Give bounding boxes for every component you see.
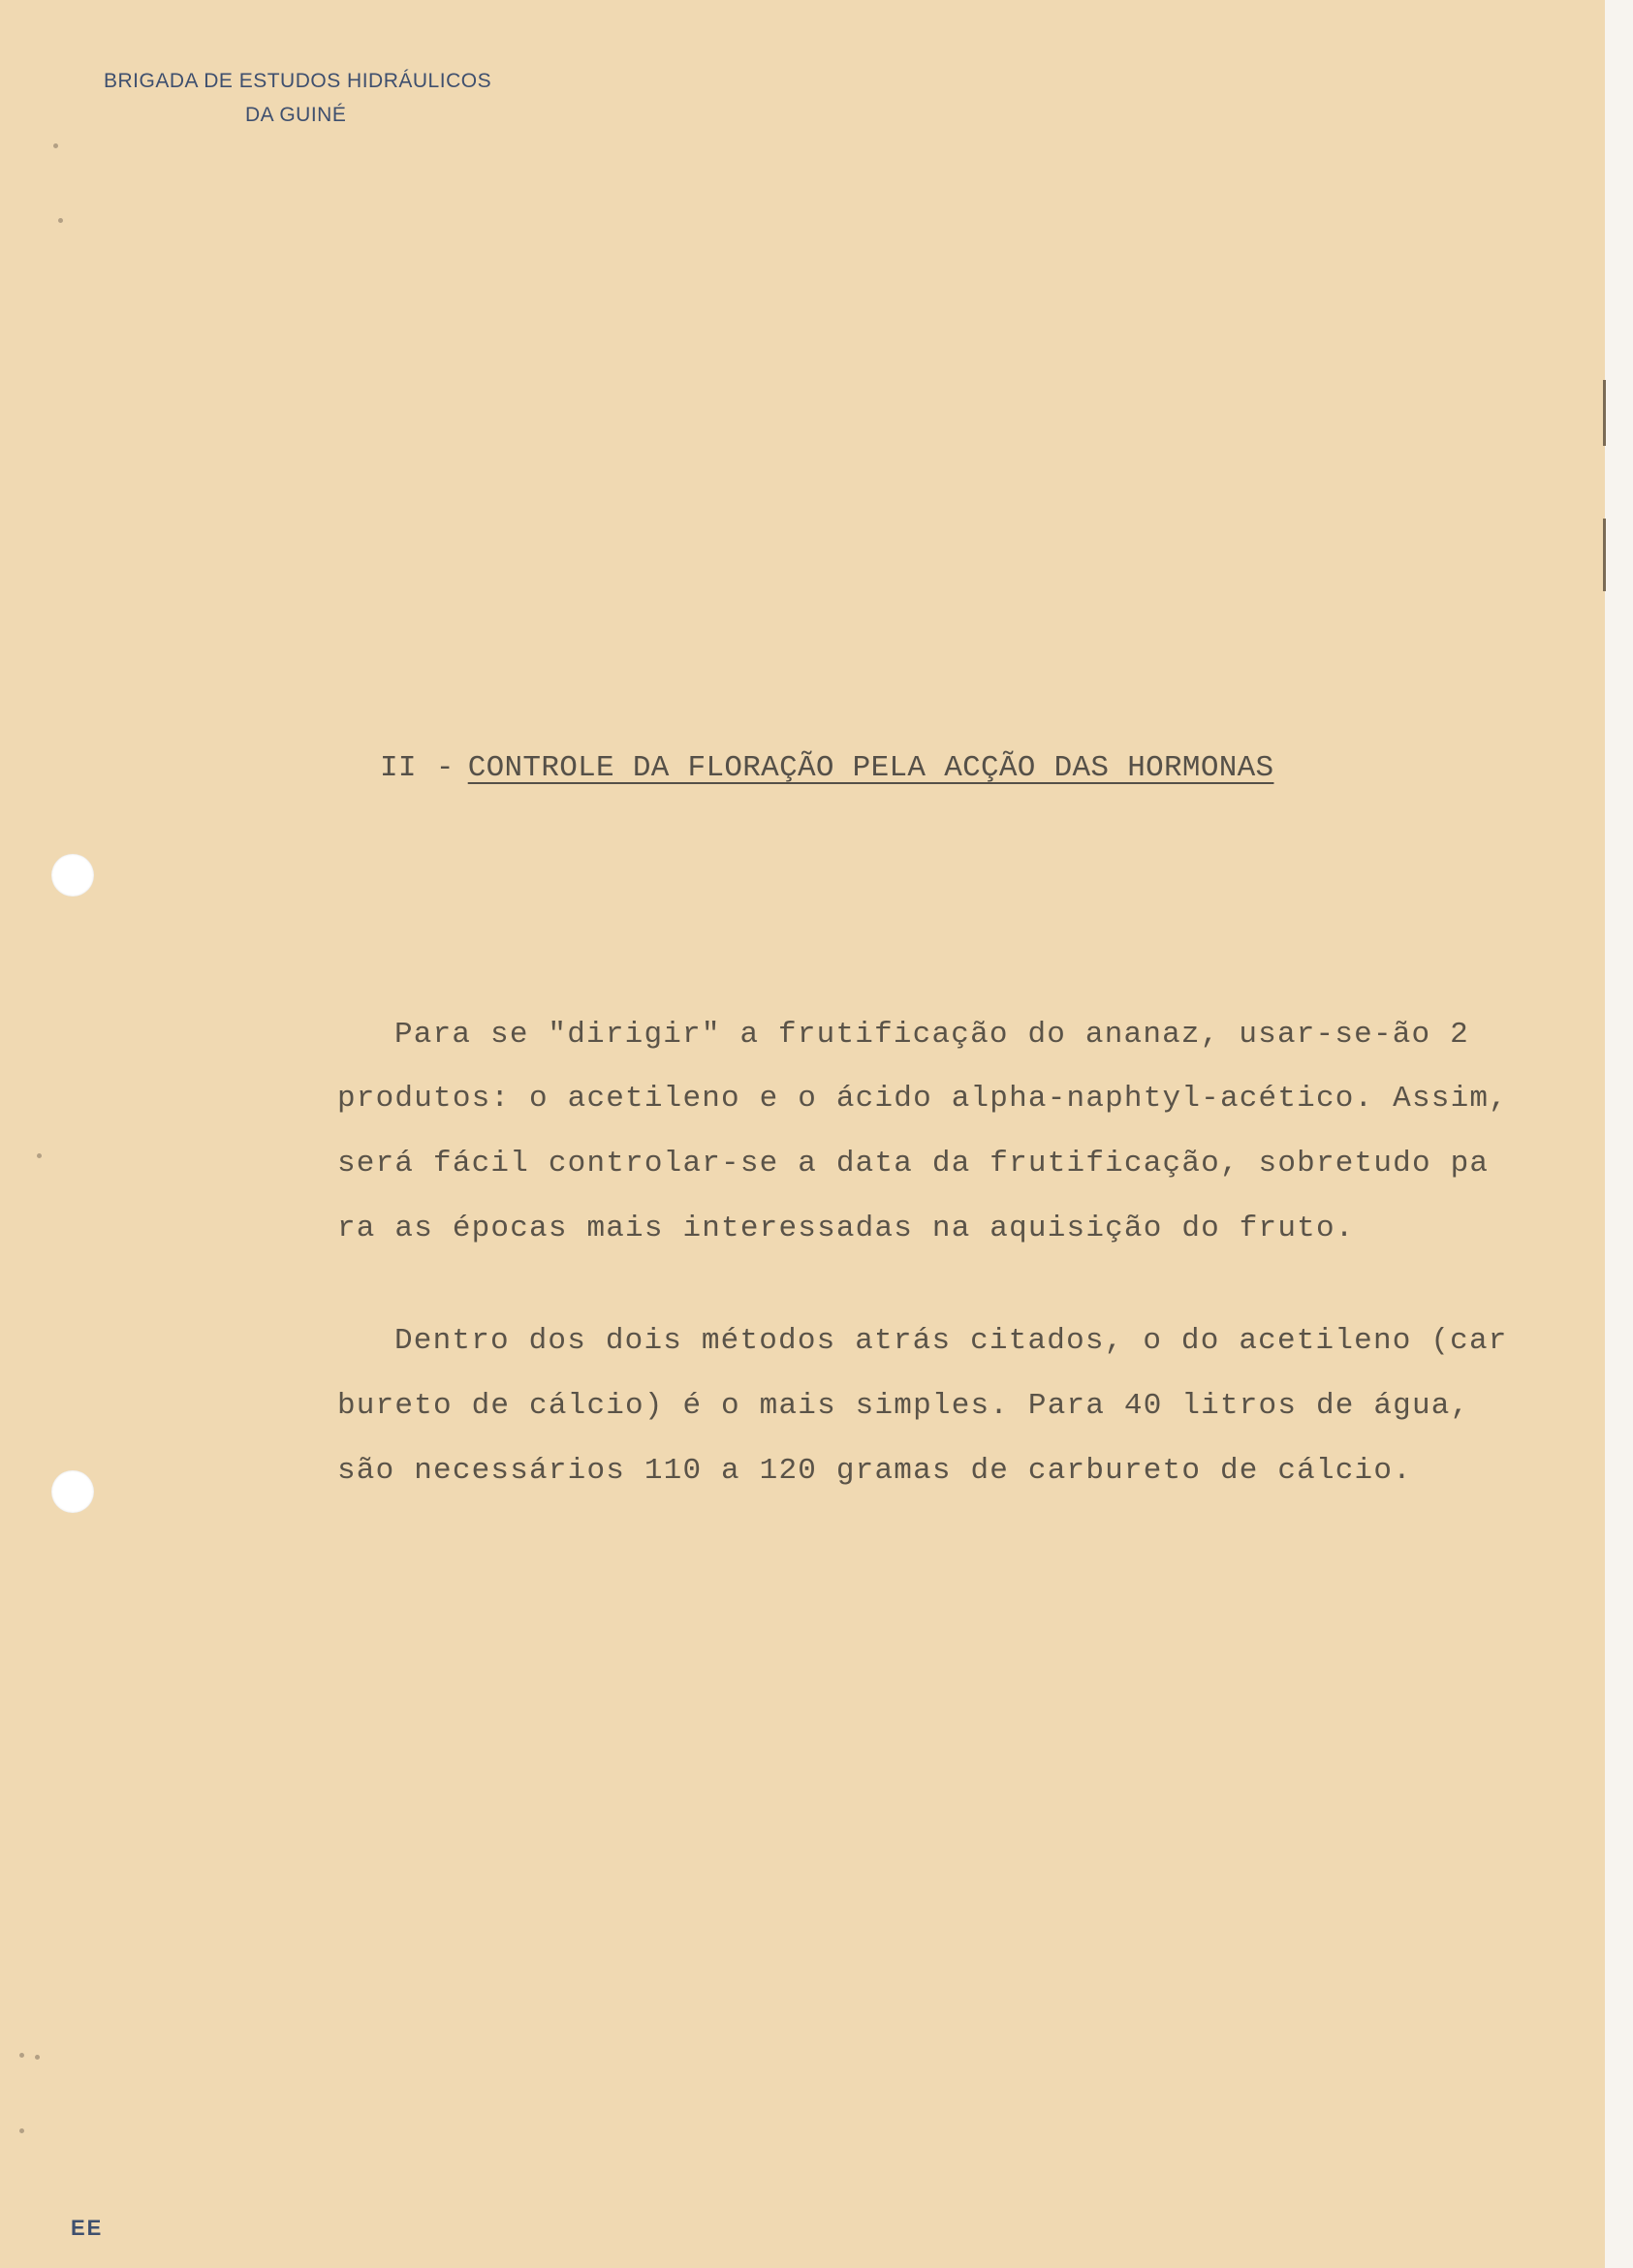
- paper-speck: [19, 2053, 24, 2058]
- paragraph-1-line-4: ra as épocas mais interessadas na aquisição do fruto.: [337, 1212, 1355, 1245]
- paragraph-2-line-1: Dentro dos dois métodos atrás citados, o do acetileno (car: [394, 1324, 1508, 1358]
- paper-speck: [37, 1153, 42, 1158]
- punch-hole-bottom: [51, 1470, 94, 1513]
- page-edge: [1605, 0, 1633, 2268]
- section-separator: -: [435, 751, 455, 785]
- letterhead-line-2: DA GUINÉ: [245, 104, 347, 126]
- paragraph-1-line-2: produtos: o acetileno e o ácido alpha-naphtyl-acético. Assim,: [337, 1082, 1508, 1116]
- section-title: CONTROLE DA FLORAÇÃO PELA ACÇÃO DAS HORMONAS: [467, 751, 1274, 785]
- letterhead-line-1: BRIGADA DE ESTUDOS HIDRÁULICOS: [104, 70, 492, 92]
- paragraph-1-line-1: Para se "dirigir" a frutificação do ananaz, usar-se-ão 2: [394, 1018, 1469, 1052]
- edge-mark: [1603, 519, 1606, 591]
- paragraph-2-line-2: bureto de cálcio) é o mais simples. Para 40 litros de água,: [337, 1389, 1470, 1423]
- paper-speck: [58, 218, 63, 223]
- section-heading: [380, 751, 1273, 785]
- punch-hole-top: [51, 854, 94, 897]
- paper-speck: [19, 2128, 24, 2133]
- paragraph-2-line-3: são necessários 110 a 120 gramas de carbureto de cálcio.: [337, 1454, 1412, 1488]
- section-number: II: [380, 751, 417, 785]
- paragraph-1-line-3: será fácil controlar-se a data da frutificação, sobretudo pa: [337, 1147, 1490, 1181]
- edge-mark: [1603, 380, 1606, 446]
- paper-speck: [53, 143, 58, 148]
- paper-speck: [35, 2055, 40, 2060]
- footer-mark: EE: [71, 2216, 104, 2240]
